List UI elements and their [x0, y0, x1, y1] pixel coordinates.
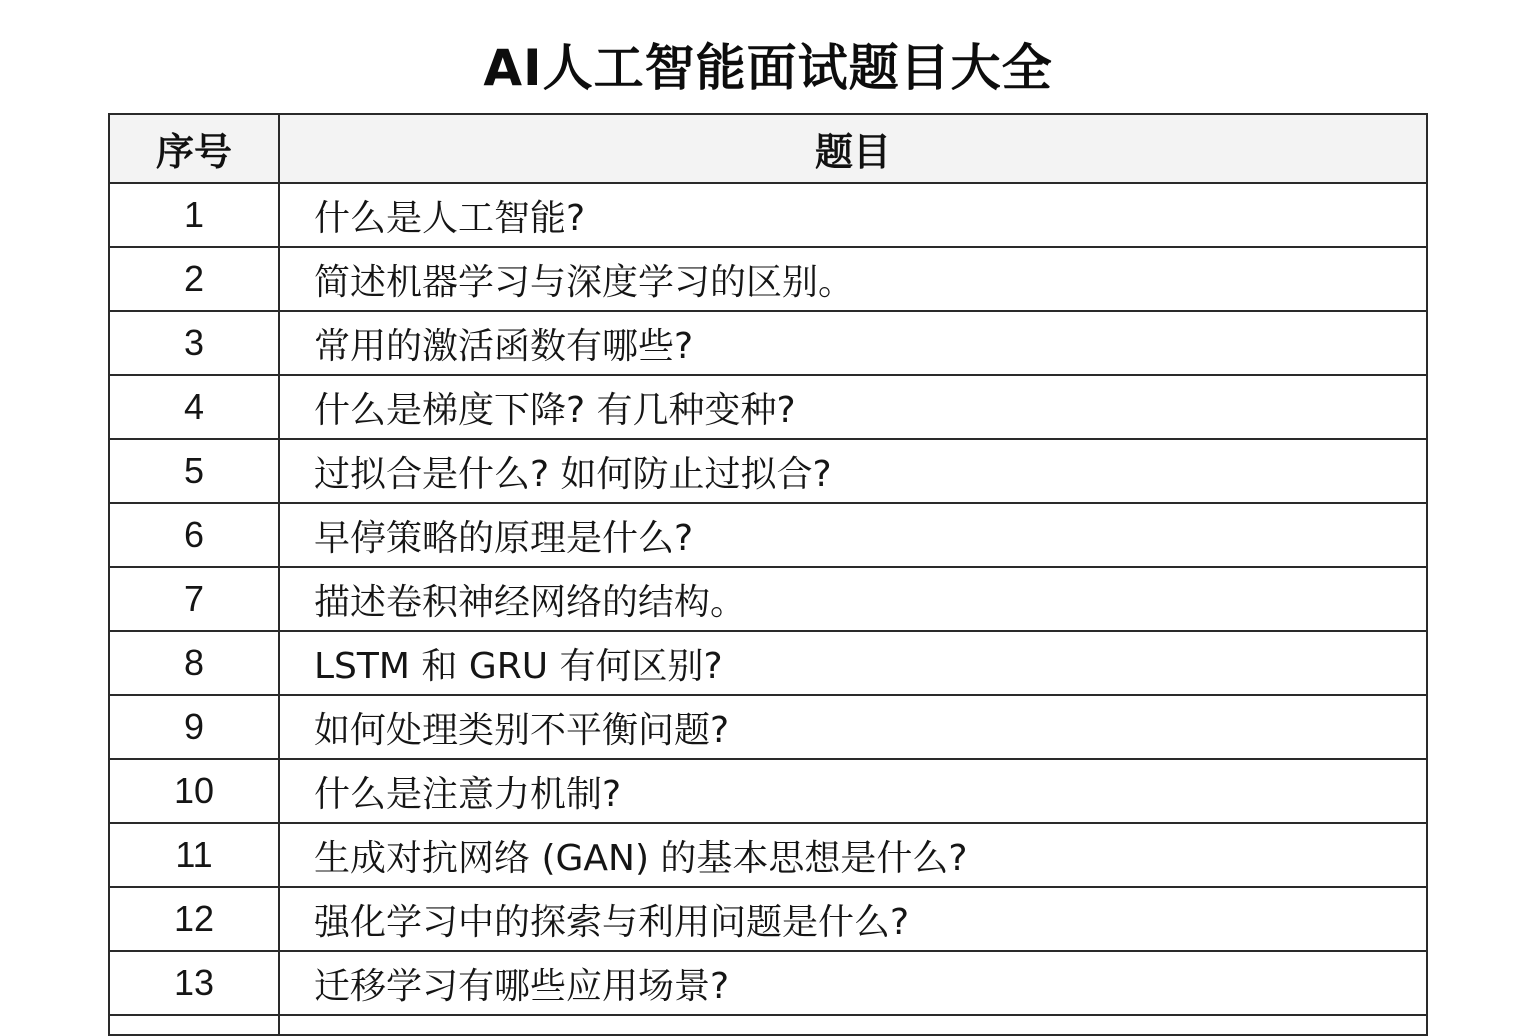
row-question: 什么是梯度下降? 有几种变种? [279, 375, 1427, 439]
table-row [109, 375, 1427, 439]
table-row [109, 311, 1427, 375]
page-title: AI人工智能面试题目大全 [483, 39, 1053, 97]
row-question: 常用的激活函数有哪些? [279, 311, 1427, 375]
table-row [109, 695, 1427, 759]
table-row [109, 887, 1427, 951]
row-number-empty [109, 1015, 279, 1035]
row-question: LSTM 和 GRU 有何区别? [279, 631, 1427, 695]
row-number: 10 [109, 759, 279, 823]
row-number: 6 [109, 503, 279, 567]
header-question: 题目 [279, 114, 1427, 183]
row-question: 迁移学习有哪些应用场景? [279, 951, 1427, 1015]
table-row [109, 567, 1427, 631]
table-row [109, 759, 1427, 823]
table-row [109, 951, 1427, 1015]
table-row [109, 439, 1427, 503]
header-number: 序号 [109, 114, 279, 183]
row-number: 4 [109, 375, 279, 439]
row-number: 9 [109, 695, 279, 759]
row-number: 3 [109, 311, 279, 375]
row-number: 2 [109, 247, 279, 311]
row-question-empty [279, 1015, 1427, 1035]
row-number: 7 [109, 567, 279, 631]
table-row-cut-off [109, 1015, 1427, 1035]
row-question: 早停策略的原理是什么? [279, 503, 1427, 567]
row-question: 生成对抗网络 (GAN) 的基本思想是什么? [279, 823, 1427, 887]
table-row [109, 823, 1427, 887]
row-question: 简述机器学习与深度学习的区别。 [279, 247, 1427, 311]
row-number: 1 [109, 183, 279, 247]
table-row [109, 503, 1427, 567]
row-question: 强化学习中的探索与利用问题是什么? [279, 887, 1427, 951]
row-number: 13 [109, 951, 279, 1015]
row-number: 8 [109, 631, 279, 695]
questions-table [108, 113, 1428, 1036]
row-number: 5 [109, 439, 279, 503]
row-question: 过拟合是什么? 如何防止过拟合? [279, 439, 1427, 503]
row-question: 什么是注意力机制? [279, 759, 1427, 823]
row-question: 如何处理类别不平衡问题? [279, 695, 1427, 759]
row-question: 什么是人工智能? [279, 183, 1427, 247]
table-row [109, 247, 1427, 311]
table-header-row [109, 114, 1427, 183]
table-row [109, 183, 1427, 247]
row-question: 描述卷积神经网络的结构。 [279, 567, 1427, 631]
row-number: 12 [109, 887, 279, 951]
table-row [109, 631, 1427, 695]
row-number: 11 [109, 823, 279, 887]
